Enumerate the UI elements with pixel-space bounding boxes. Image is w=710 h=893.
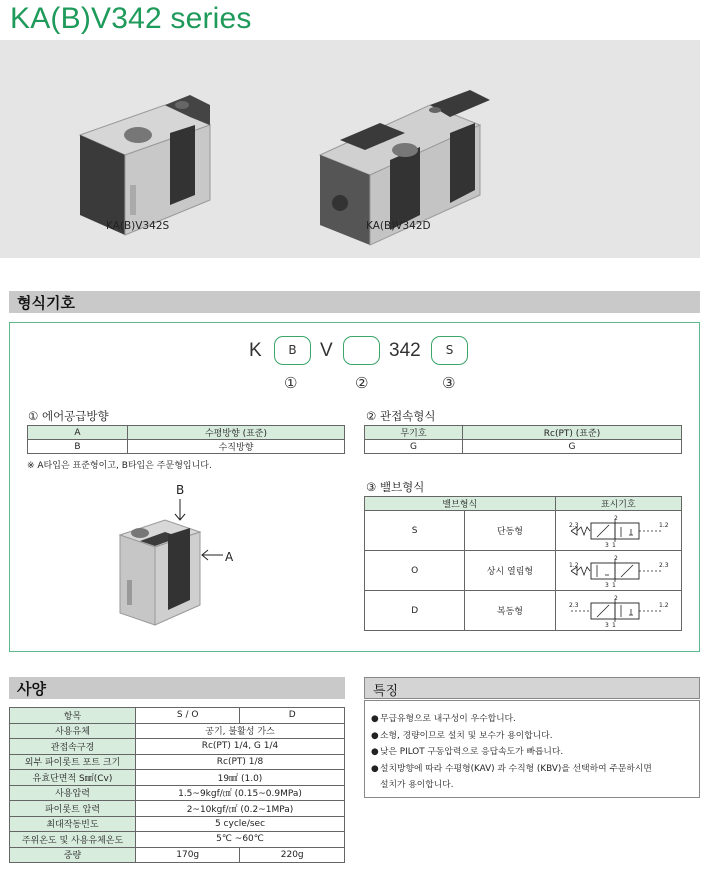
table-row — [10, 739, 345, 755]
table-cell: G — [365, 440, 463, 454]
table-row — [365, 511, 682, 551]
valve-symbol-single — [559, 513, 677, 549]
diagram-label-a: A — [225, 550, 234, 564]
table-cell: B — [28, 440, 128, 454]
table-row — [10, 754, 345, 770]
port-label: 1 — [612, 541, 617, 549]
valve-symbol-cell — [555, 511, 681, 551]
product-label-s: KA(B)V342S — [106, 220, 170, 232]
table-cell: 유효단면적 S㎟(Cv) — [10, 770, 136, 786]
table-row — [365, 591, 682, 631]
table-cell: Rc(PT) 1/4, G 1/4 — [136, 739, 345, 755]
marker-1: ① — [284, 374, 298, 392]
features-section-title: 특징 — [373, 684, 399, 699]
port-label: 2.3 — [569, 601, 579, 609]
table-cell: 사용유체 — [10, 723, 136, 739]
page-title: KA(B)V342 series — [10, 2, 252, 35]
table-cell: 무기호 — [365, 426, 463, 440]
table-header: 표시기호 — [555, 497, 681, 511]
table-cell: G — [463, 440, 682, 454]
table-cell: 관접속구경 — [10, 739, 136, 755]
table-cell: D — [365, 591, 465, 631]
port-label: 2.3 — [659, 561, 669, 569]
table-cell: 1.5~9kgf/㎠ (0.15~0.9MPa) — [136, 785, 345, 801]
table-cell: 최대작동빈도 — [10, 816, 136, 832]
product-photo-panel — [0, 40, 700, 258]
port-label: 1.2 — [569, 561, 579, 569]
port-label: 1 — [612, 581, 617, 589]
list-item: ●소형, 경량이므로 설치 및 보수가 용이합니다. — [371, 730, 553, 741]
table-cell: 5 cycle/sec — [136, 816, 345, 832]
port-label: 1.2 — [659, 601, 669, 609]
air-supply-note: ※ A타입은 표준형이고, B타입은 주문형입니다. — [27, 461, 212, 471]
model-code-section-title: 형식기호 — [17, 294, 75, 312]
table-cell: 220g — [240, 847, 345, 863]
table-row — [10, 785, 345, 801]
table-cell: O — [365, 551, 465, 591]
table-cell: 단동형 — [465, 511, 555, 551]
table-row — [10, 723, 345, 739]
code-slot-valve-type: S — [431, 336, 468, 365]
table-cell: 주위온도 및 사용유체온도 — [10, 832, 136, 848]
product-label-d: KA(B)V342D — [366, 220, 431, 232]
table-cell: S — [365, 511, 465, 551]
table-row — [365, 426, 682, 440]
table-cell: 19㎟ (1.0) — [136, 770, 345, 786]
list-item: ●낮은 PILOT 구동압력으로 응답속도가 빠릅니다. — [371, 747, 564, 757]
port-label: 3 — [605, 581, 610, 589]
port-label: 2.3 — [569, 521, 579, 529]
air-supply-table — [27, 425, 345, 454]
port-label: 2 — [614, 594, 619, 602]
port-label: 1 — [612, 621, 617, 629]
port-label: 3 — [605, 621, 610, 629]
spec-table — [9, 707, 345, 863]
model-code-section-bar — [9, 291, 700, 313]
table-header: 밸브형식 — [365, 497, 556, 511]
features-box — [364, 700, 700, 798]
table-row — [28, 426, 345, 440]
table-cell: 수직방향 — [128, 440, 345, 454]
list-item: ●설치방향에 따라 수평형(KAV) 과 수직형 (KBV)을 선택하여 주문하시면 — [371, 763, 652, 774]
connection-table — [364, 425, 682, 454]
diagram-label-b: B — [176, 483, 185, 497]
table-cell: 사용압력 — [10, 785, 136, 801]
table-cell: 170g — [136, 847, 240, 863]
port-label: 2 — [614, 514, 619, 522]
valve-symbol-double — [559, 593, 677, 629]
list-item: 설치가 용이합니다. — [380, 780, 454, 790]
connection-title: ② 관접속형식 — [366, 409, 436, 423]
port-label: 1.2 — [659, 521, 669, 529]
table-header: D — [240, 708, 345, 724]
table-cell: 2~10kgf/㎠ (0.2~1MPa) — [136, 801, 345, 817]
features-section-bar — [364, 677, 700, 699]
code-slot-air-supply: B — [274, 336, 311, 365]
spec-section-bar — [9, 677, 345, 699]
table-row — [10, 708, 345, 724]
table-row — [365, 551, 682, 591]
valve-type-table — [364, 496, 682, 631]
table-row — [365, 440, 682, 454]
table-cell: 상시 열림형 — [465, 551, 555, 591]
table-cell: Rc(PT) 1/8 — [136, 754, 345, 770]
code-slot-connection — [343, 336, 380, 365]
table-cell: 5℃ ~60℃ — [136, 832, 345, 848]
code-middle: V — [320, 340, 333, 361]
table-cell: 수평방향 (표준) — [128, 426, 345, 440]
list-item: ●무급유형으로 내구성이 우수합니다. — [371, 714, 516, 724]
port-label: 2 — [614, 554, 619, 562]
table-cell: Rc(PT) (표준) — [463, 426, 682, 440]
table-cell: 복동형 — [465, 591, 555, 631]
table-row — [10, 801, 345, 817]
table-cell: 중량 — [10, 847, 136, 863]
code-number: 342 — [389, 340, 421, 361]
valve-type-title: ③ 밸브형식 — [366, 480, 425, 494]
air-direction-diagram — [110, 495, 230, 635]
table-cell: A — [28, 426, 128, 440]
table-row — [10, 816, 345, 832]
spec-section-title: 사양 — [17, 680, 46, 698]
table-header: S / O — [136, 708, 240, 724]
marker-2: ② — [355, 374, 369, 392]
table-row — [10, 832, 345, 848]
table-cell: 공기, 불활성 가스 — [136, 723, 345, 739]
valve-symbol-cell — [555, 551, 681, 591]
table-cell: 파이롯트 압력 — [10, 801, 136, 817]
table-row — [365, 497, 682, 511]
port-label: 3 — [605, 541, 610, 549]
table-row — [28, 440, 345, 454]
features-list — [365, 701, 699, 794]
table-header: 항목 — [10, 708, 136, 724]
table-row — [10, 847, 345, 863]
table-row — [10, 770, 345, 786]
air-supply-title: ① 에어공급방향 — [28, 409, 109, 423]
marker-3: ③ — [442, 374, 456, 392]
valve-symbol-normally-open — [559, 553, 677, 589]
table-cell: 외부 파이롯트 포트 크기 — [10, 754, 136, 770]
valve-symbol-cell — [555, 591, 681, 631]
code-prefix: K — [249, 340, 262, 361]
